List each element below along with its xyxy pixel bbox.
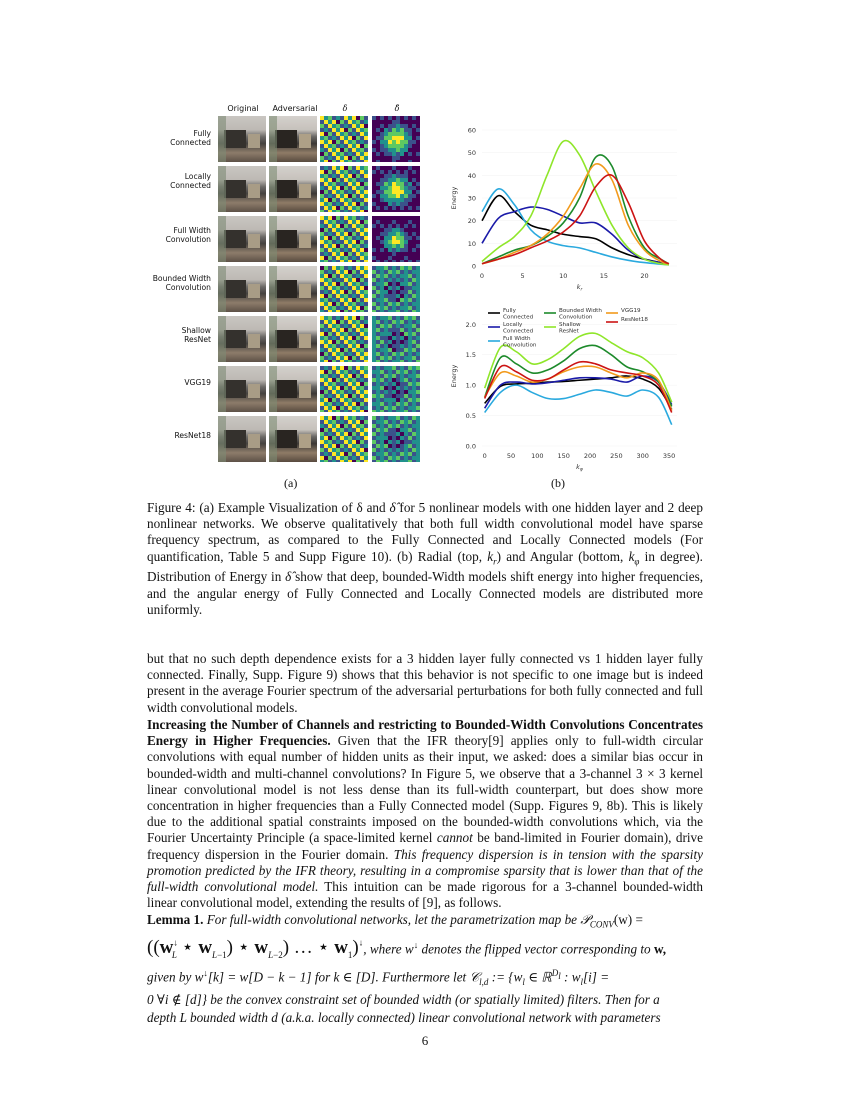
y-tick-label: 1.5 [465,351,476,360]
original-image [218,366,266,412]
y-axis-label: Energy [450,186,458,210]
y-axis-label: Energy [450,364,458,388]
y-tick-label: 30 [467,194,476,203]
lemma-pconv: 𝒫 [580,912,590,927]
legend-label: Locally [503,322,523,328]
original-image [218,416,266,462]
page-number: 6 [421,1033,429,1048]
paragraph-italic: This frequency dispersion is in tension with the sparsity promotion predicted by the IFR theory, resulting in a compromise sparsity that is lower than that of the full-width convolutional model. [147,846,703,895]
original-image [218,266,266,312]
legend-label: Bounded Width [559,308,602,314]
lemma-text-3: , where w [363,940,414,956]
lemma-line4: 0 ∀i ∉ [d]} be the convex constraint set of bounded width (or spatially limited) filters. Then for a [147,991,660,1007]
paragraph-text-3: This intuition can be made rigorous for a 3-channel bounded-width linear convolutional model, extending the results of [9], as follows. [147,879,703,911]
lemma-text-2: (w) = [613,912,643,927]
x-tick-label: 150 [557,452,570,460]
x-tick-label: 250 [610,452,623,460]
figure-a-sublabel: (a) [284,476,298,490]
x-tick-label: 5 [520,272,525,280]
adversarial-image [269,316,317,362]
row-label: Bounded Width Convolution [152,274,211,292]
paragraph-cannot: cannot [436,830,473,846]
caption-delta-hat: δ̂ [389,500,396,515]
x-axis-label: $k_r$ [576,283,583,293]
delta-perturbation [320,166,368,212]
delta-perturbation [320,366,368,412]
y-tick-label: 60 [467,126,476,135]
adversarial-image [269,266,317,312]
adversarial-image [269,216,317,262]
angular-energy-chart [445,300,685,475]
lemma-1: Lemma 1. For full-width convolutional networks, let the parametrization map be 𝒫$_{CONV}$(w) = (($w^↓_L$ ⋆ $w_{L-1}$) ⋆ $w_{L-2}$) … ⋆ $w_1)^↓$, where w↓ denotes the flipped vector corresponding to w, given by w↓[k] = w[D − k − 1] for k ∈ [D]. Furthermore let 𝒞$_{l,d}$ := {$w_l$ ∈ ℝ$^{D_l}$ : $w_l[i]$ = 0 ∀i ∉ [d]} be the convex constraint set of bounded width (or spatially limited) filters. Then for a depth L bounded width d (a.k.a. locally connected) linear convolutional network with parameters [147,912,667,1025]
x-tick-label: 20 [640,272,649,280]
lemma-text-4: denotes the flipped vector corresponding to [418,940,654,956]
legend-label: Connected [503,314,534,321]
col-header-delta-hat: δ̂ [394,104,400,113]
paragraph-channels [147,717,703,911]
original-image [218,316,266,362]
lemma-line3f: [i] = [583,969,610,985]
row-label: ResNet18 [174,431,211,440]
original-image [218,216,266,262]
lemma-formula: (($w^↓_L$ ⋆ $w_{L-1}$) ⋆ $w_{L-2}$) … ⋆ $w_1)^↓$ [147,936,364,960]
col-header-delta: δ [342,104,348,113]
delta-hat-spectrum [372,266,420,312]
figure-caption [147,500,703,618]
row-label: Locally Connected [170,172,211,190]
y-tick-label: 2.0 [465,320,476,329]
lemma-line5: depth L bounded width d (a.k.a. locally connected) linear convolutional network with parameters [147,1009,661,1025]
x-axis-label: $k_\varphi$ [576,463,583,473]
caption-text-5: show that deep, bounded-Width models shift energy into higher frequencies, and the angular energy of Fully Connected and Locally Connected models are distributed more uniformly. [147,569,703,617]
y-tick-label: 0.0 [465,442,476,451]
delta-perturbation [320,216,368,262]
x-tick-label: 300 [636,452,649,460]
y-tick-label: 0.5 [465,412,476,421]
caption-kr-sub: r [493,556,497,567]
adversarial-image [269,166,317,212]
lemma-label: Lemma 1. [147,912,204,927]
paragraph-continuation: but that no such depth dependence exists for a 3 hidden layer fully connected vs 1 hidden layer fully connected. Finally, Supp. Figure 9) shows that this behavior is not specific to one image but is indeed present in the average Fourier spectrum of the adversarial perturbations for both fully connected and full width convolutional models. [147,651,703,715]
caption-text-2: for 5 nonlinear models with one hidden layer and 2 deep nonlinear networks. We observe qualitatively that both full width convolutional model have sparse frequency spectrum, as compared to the Fully Connected and Locally Connected models (For quantification, Table 5 and Supp Figure 10). (b) Radial (top, [147,500,703,564]
lemma-line3a: given by w [147,969,204,985]
caption-kphi-sub: φ [634,556,640,567]
delta-perturbation [320,316,368,362]
delta-perturbation [320,116,368,162]
delta-hat-spectrum [372,416,420,462]
row-label: Shallow ResNet [181,326,211,344]
y-tick-label: 10 [467,239,476,248]
x-tick-label: 200 [583,452,597,460]
y-tick-label: 1.0 [465,381,476,390]
adversarial-image [269,416,317,462]
legend-label: Full Width [503,336,531,342]
x-tick-label: 50 [506,452,516,460]
legend-label: Shallow [559,322,581,328]
lemma-text-1: For full-width convolutional networks, let the parametrization map be [203,912,581,927]
col-header-original: Original [227,104,259,113]
figure-b-sublabel: (b) [551,476,565,490]
caption-text-1: Figure 4: (a) Example Visualization of δ and [147,500,390,515]
delta-perturbation [320,266,368,312]
x-tick-label: 0 [482,452,487,460]
x-tick-label: 350 [662,452,676,460]
legend-label: ResNet [559,328,579,335]
paragraph-text-1: Given that the IFR theory[9] applies only to full-width circular convolutions with equal number of hidden units as their input, we asked: does a similar bias occur in bounded-width and multi-channel convolutions? In Figure 5, we observe that a 3-channel 3 × 3 kernel linear convolutional model is not less dense than its full-width counterpart, but does show more concentration in higher frequencies than a Fully Connected model (Supp. Figures 9, 8b). This is likely due to the additional spatial constraints imposed on the bounded-width convolutions which, via the Fourier Uncertainty Principle (a space-limited kernel [147,733,703,846]
y-tick-label: 20 [467,217,476,226]
y-tick-label: 0 [471,262,476,271]
caption-kr: k [487,548,494,564]
legend-label: VGG19 [621,308,641,314]
x-tick-label: 15 [599,272,609,280]
caption-text-3: ) and Angular (bottom, [496,548,629,564]
paragraph-text-2: be band-limited in Fourier domain), drive frequency dispersion in the Fourier domain. [147,830,703,862]
delta-hat-spectrum [372,366,420,412]
original-image [218,166,266,212]
delta-hat-spectrum [372,216,420,262]
delta-hat-spectrum [372,116,420,162]
legend-label: Convolution [559,314,593,321]
adversarial-image [269,116,317,162]
x-axis-label-sub: φ [579,467,583,473]
legend-label: Connected [503,328,534,335]
row-label: Full Width Convolution [165,226,211,244]
y-tick-label: 50 [467,149,476,158]
radial-energy-chart [445,118,685,298]
lemma-line3e: : w [560,969,581,985]
lemma-pconv-sub: CONV [589,919,614,930]
x-tick-label: 0 [479,272,485,280]
lemma-line3c: := {w [488,969,523,985]
legend-label: Convolution [503,342,537,349]
caption-text-4: in degree). Distribution of Energy in [147,548,703,585]
legend-label: ResNet18 [621,317,648,323]
col-header-adversarial: Adversarial [272,104,318,113]
adversarial-image [269,366,317,412]
delta-hat-spectrum [372,316,420,362]
x-tick-label: 100 [531,452,544,460]
lemma-text-5: w, [653,940,667,956]
row-label: VGG19 [184,378,211,387]
caption-delta-hat-2: δ̂ [285,569,292,585]
legend-label: Fully [503,308,516,314]
lemma-line3b: [k] = w[D − k − 1] for k ∈ [D]. Furthermore let 𝒞 [207,969,480,985]
delta-hat-spectrum [372,166,420,212]
paragraph-heading: Increasing the Number of Channels and restricting to Bounded-Width Convolutions Concentrates Energy in Higher Frequencies. [147,717,703,749]
delta-perturbation [320,416,368,462]
x-axis-label-sub: r [580,287,583,293]
original-image [218,116,266,162]
x-tick-label: 10 [559,272,568,280]
y-tick-label: 40 [467,171,476,180]
caption-kphi: k [628,548,635,564]
lemma-line3d: ∈ ℝ [524,969,552,985]
row-label: Fully Connected [170,129,211,147]
